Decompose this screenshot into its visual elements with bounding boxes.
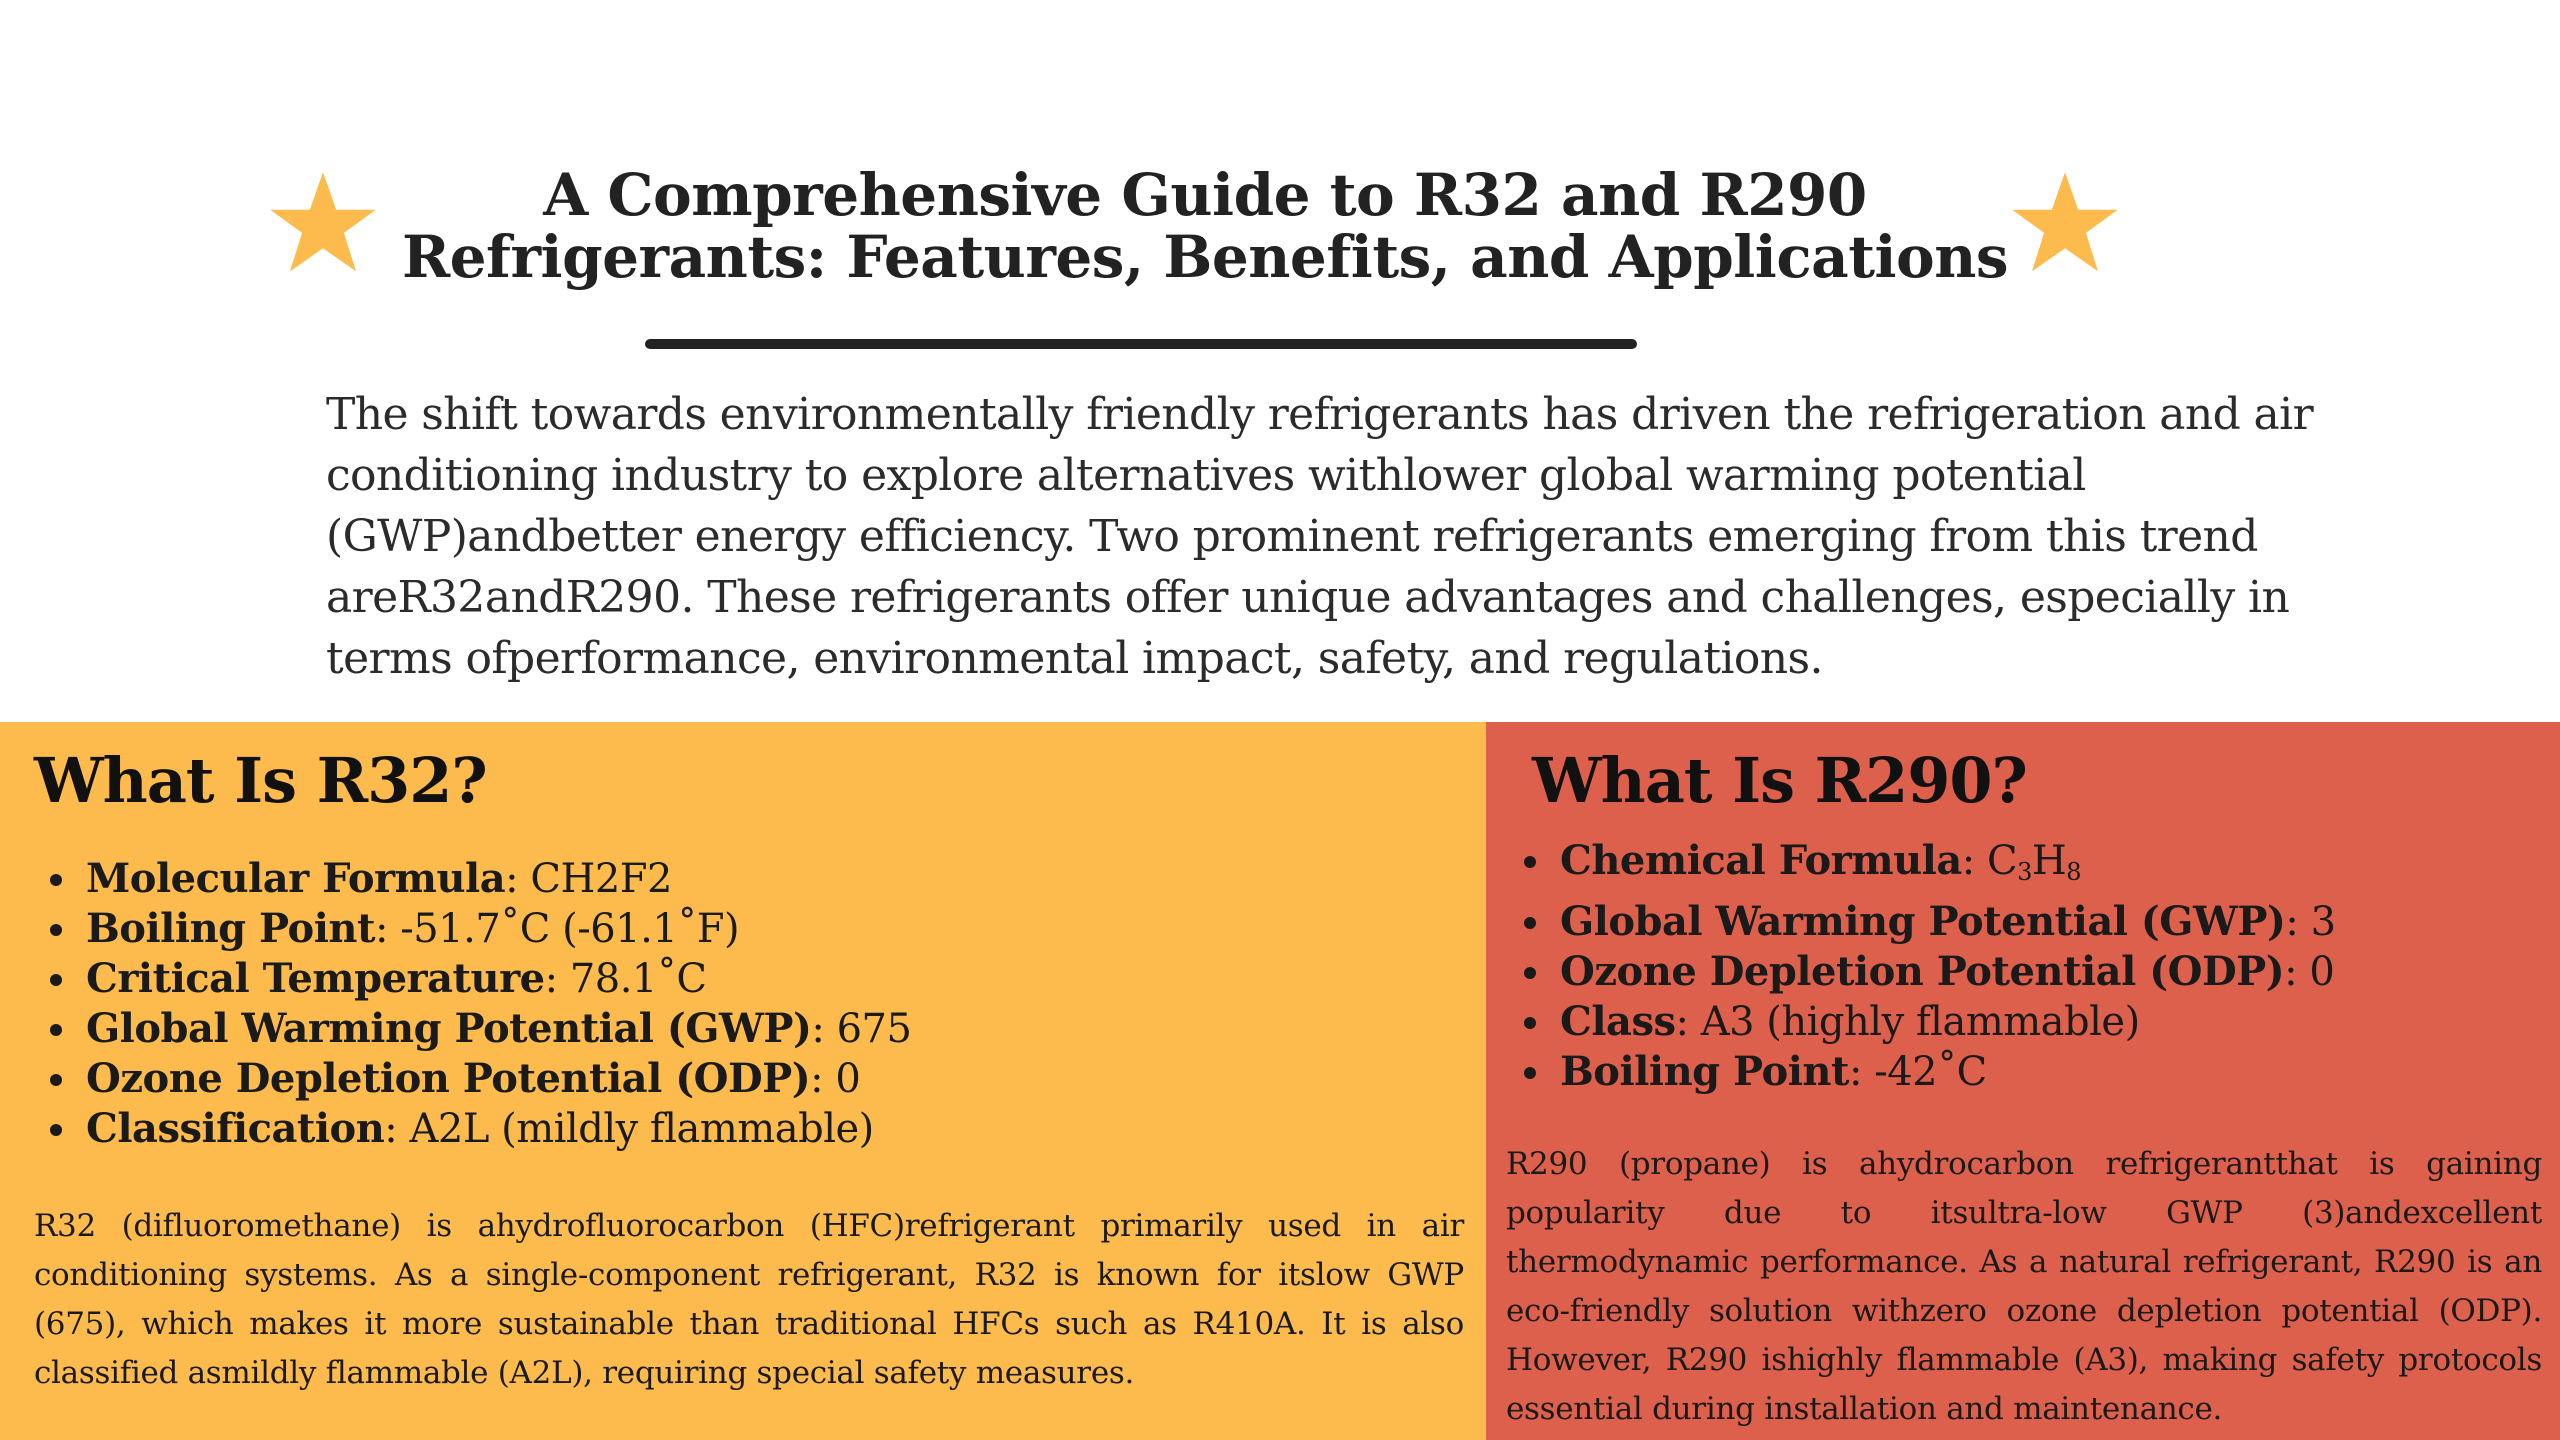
fact-value: : C — [1961, 838, 2018, 884]
fact-label: Chemical Formula — [1560, 837, 1962, 884]
title-line: A Comprehensive Guide to R32 and R290 — [543, 161, 1867, 229]
list-item — [44, 1054, 911, 1104]
fact-value: : A3 (highly flammable) — [1675, 999, 2140, 1045]
title-line: Refrigerants: Features, Benefits, and Applications — [401, 223, 2009, 291]
r290-panel — [1486, 722, 2560, 1440]
fact-value: : 3 — [2285, 899, 2336, 945]
page-title — [330, 161, 2080, 291]
title-divider — [645, 339, 1637, 349]
list-item — [44, 1104, 911, 1154]
formula-subscript: 8 — [2066, 858, 2082, 886]
list-item — [1518, 997, 2336, 1047]
list-item — [1518, 947, 2336, 997]
fact-value: : -51.7˚C (-61.1˚F) — [375, 906, 740, 952]
list-item — [44, 904, 911, 954]
r290-heading: What Is R290? — [1532, 744, 2027, 817]
intro-paragraph — [326, 384, 2426, 689]
list-item — [1518, 836, 2336, 897]
fact-label: Critical Temperature — [86, 955, 545, 1002]
fact-label: Boiling Point — [1560, 1048, 1849, 1095]
r32-facts-list — [44, 854, 911, 1154]
fact-value: : A2L (mildly flammable) — [384, 1106, 874, 1152]
fact-label: Class — [1560, 998, 1676, 1045]
fact-label: Classification — [86, 1105, 385, 1152]
fact-label: Global Warming Potential (GWP) — [1560, 898, 2286, 945]
r32-description: R32 (difluoromethane) is ahydrofluorocarbon (HFC)refrigerant primarily used in air conditioning systems. As a single-component refrigerant, R32 is known for itslow GWP (675), which makes it more sustainable than traditional HFCs such as R410A. It is also classified asmildly flammable (A2L), requiring special safety measures. — [34, 1208, 1464, 1391]
list-item — [1518, 1047, 2336, 1097]
fact-value: H — [2031, 838, 2067, 884]
list-item — [44, 854, 911, 904]
fact-value: : 0 — [2284, 949, 2335, 995]
list-item — [44, 954, 911, 1004]
fact-value: : 78.1˚C — [544, 956, 707, 1002]
fact-label: Ozone Depletion Potential (ODP) — [86, 1055, 811, 1102]
r290-description: R290 (propane) is ahydrocarbon refrigerantthat is gaining popularity due to itsultra-low GWP (3)andexcellent thermodynamic performance. As a natural refrigerant, R290 is an eco-friendly solution withzero ozone depletion potential (ODP). However, R290 ishighly flammable (A3), making safety protocols essential during installation and maintenance. — [1506, 1146, 2542, 1427]
fact-value: : 0 — [810, 1056, 861, 1102]
intro-text: The shift towards environmentally friendly refrigerants has driven the refrigeration and air conditioning industry to explore alternatives withlower global warming potential (GWP)andbetter energy efficiency. Two prominent refrigerants emerging from this trend areR32andR290. These refrigerants offer unique advantages and challenges, especially in terms ofperformance, environmental impact, safety, and regulations. — [326, 389, 2314, 684]
r32-heading: What Is R32? — [34, 744, 487, 817]
list-item — [1518, 897, 2336, 947]
fact-value: : -42˚C — [1849, 1049, 1987, 1095]
fact-value: : CH2F2 — [505, 856, 672, 902]
fact-label: Global Warming Potential (GWP) — [86, 1005, 812, 1052]
fact-value: : 675 — [811, 1006, 912, 1052]
fact-label: Molecular Formula — [86, 855, 506, 902]
formula-subscript: 3 — [2017, 858, 2032, 886]
fact-label: Boiling Point — [86, 905, 375, 952]
fact-label: Ozone Depletion Potential (ODP) — [1560, 948, 2285, 995]
r290-facts-list — [1518, 836, 2336, 1097]
list-item — [44, 1004, 911, 1054]
r32-panel — [0, 722, 1486, 1440]
